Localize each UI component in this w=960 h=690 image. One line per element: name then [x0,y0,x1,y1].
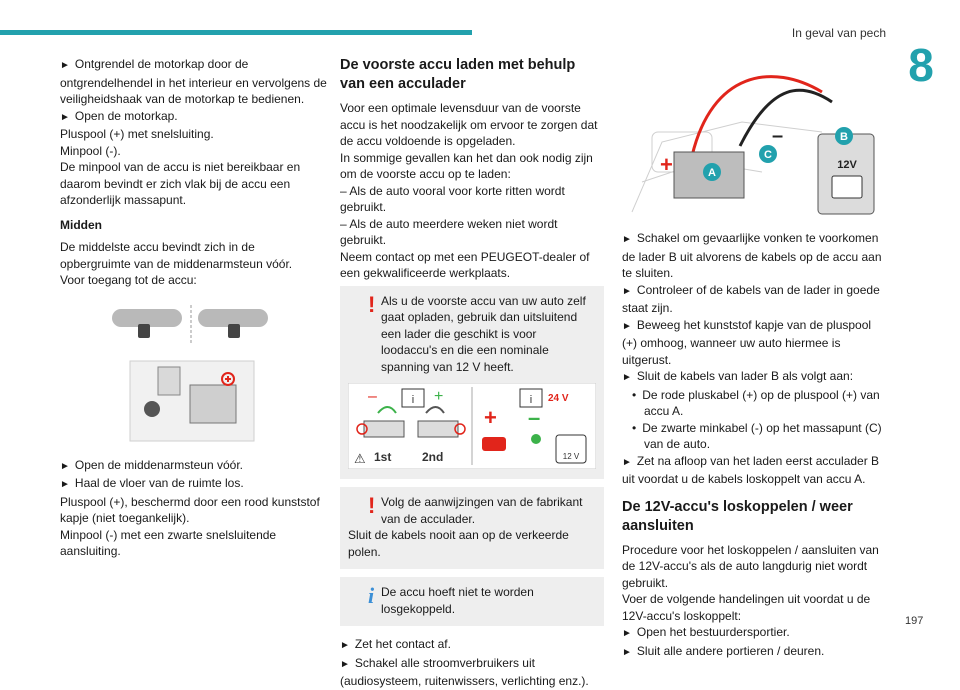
text-plus-pole: Pluspool (+) met snelsluiting. [60,127,214,141]
svg-text:i: i [411,394,415,406]
svg-text:–: – [528,405,541,430]
step-lift-cover: ► Beweeg het kunststof kapje van de pluspool (+) omhoog, wanneer uw auto hiermee is uitgerust. [622,317,888,369]
step-switch-off-consumers: ► Schakel alle stroomverbruikers uit (audiosysteem, ruitenwissers, verlichting enz.). [340,655,604,690]
header-accent-bar [0,30,472,35]
svg-text:–: – [772,125,784,147]
svg-text:1st: 1st [374,450,392,464]
step-open-driver-door: ► Open het bestuurdersportier. [622,624,888,643]
text-intro-cases: In sommige gevallen kan het dan ook nodig zijn om de voorste accu op te laden: [340,150,593,181]
step-check-cables: ► Controleer of de kabels van de lader in goede staat zijn. [622,282,888,317]
svg-text:⚠: ⚠ [354,451,366,466]
section-title: In geval van pech [791,26,886,40]
page-number: 197 [905,615,924,627]
svg-text:12 V: 12 V [562,452,580,461]
svg-text:+: + [484,405,497,430]
info-box-disconnect [340,577,604,626]
step-connect-cables: ► Sluit de kabels van lader B als volgt aan: [622,368,888,387]
text-plus-pole-protected: Pluspool (+), beschermd door een rood kunststof kapje (niet toegankelijk). [60,494,320,525]
column-left [60,56,328,560]
info-text-disconnect: De accu hoeft niet te worden losgekoppeld. [381,585,534,616]
svg-text:–: – [368,388,377,405]
warning-box-manufacturer [340,487,604,569]
text-procedure: Procedure voor het loskoppelen / aansluiten van de 12V-accu's als de auto langdurig niet wordt gebruikt. [622,542,879,590]
text-middle-battery: De middelste accu bevindt zich in de opbergruimte van de middenarmsteun vóór. [60,240,293,271]
step-open-hood: ► Open de motorkap. [60,108,328,127]
warning-box-charger [340,286,604,480]
warning-icon: ! [368,493,376,518]
step-finish-charging: ► Zet na afloop van het laden eerst acculader B uit voordat u de kabels loskoppelt van accu A. [622,453,888,488]
step-open-armrest: ► Open de middenarmsteun vóór. [60,457,328,476]
step-remove-floor: ► Haal de vloer van de ruimte los. [60,475,328,494]
svg-text:+: + [434,388,444,405]
warning-icon: ! [368,291,376,317]
engine-bay-charger-illustration [622,62,888,222]
info-icon: i [368,583,375,608]
svg-text:12V: 12V [837,159,857,171]
step-ignition-off: ► Zet het contact af. [340,636,604,655]
label-b: B [840,131,848,143]
warning-text-charger: Als u de voorste accu van uw auto zelf gaat opladen, gebruik dan uitsluitend een lader die geschikt is voor loodaccu's en die een nominale spanning van 12 V heeft. [381,293,586,374]
dash-item-unused: – Als de auto meerdere weken niet wordt gebruikt. [340,216,558,247]
step-switch-off-charger: ► Schakel om gevaarlijke vonken te voorkomen de lader B uit alvorens de kabels op de accu aan te sluiten. [622,230,888,282]
steering-wheel-left-icon [112,309,182,338]
connection-sublist [622,387,888,453]
text-access: Voor toegang tot de accu: [60,273,197,287]
charger-instructions-diagram [348,383,596,469]
steering-wheel-right-icon [198,309,268,338]
text-prerequisites: Voer de volgende handelingen uit voordat u de 12V-accu's loskoppelt: [622,592,871,623]
heading-charge-front-battery: De voorste accu laden met behulp van een acculader [340,57,576,92]
center-console-illustration [60,299,328,449]
heading-midden: Midden [60,217,102,232]
text-ground-point: De minpool van de accu is niet bereikbaar en daarom bevindt er zich vlak bij de accu een afzonderlijk massapunt. [60,160,301,207]
svg-text:2nd: 2nd [422,450,444,464]
center-armrest-battery-icon [130,361,254,441]
text-dealer: Neem contact op met een PEUGEOT-dealer of een gekwalificeerde werkplaats. [340,249,590,280]
column-right [622,56,888,661]
step-close-doors: ► Sluit alle andere portieren / deuren. [622,643,888,662]
text-intro-lifetime: Voor een optimale levensduur van de voorste accu is het noodzakelijk om ervoor te zorgen dat de accu voldoende is opgeladen. [340,101,598,148]
label-a: A [708,167,716,179]
column-middle [340,56,604,690]
dash-item-short-trips: – Als de auto vooral voor korte ritten wordt gebruikt. [340,183,565,214]
sublist-item-red: • De rode pluskabel (+) op de pluspool (+) van accu A. [632,387,888,420]
step-unlock-hood: ► Ontgrendel de motorkap door de ontgrendelhendel in het interieur en vervolgens de veiligheidshaak van de motorkap te bedienen. [60,56,328,108]
svg-text:i: i [529,394,533,406]
label-c: C [764,149,772,161]
warning-text-manufacturer: Volg de aanwijzingen van de fabrikant van de acculader. [381,495,583,526]
heading-disconnect-12v: De 12V-accu's loskoppelen / weer aansluiten [622,498,853,534]
chapter-number: 8 [908,39,934,91]
text-minus-pole-quick: Minpool (-) met een zwarte snelsluitende aansluiting. [60,527,277,558]
svg-text:+: + [660,152,673,177]
sublist-item-black: • De zwarte minkabel (-) op het massapunt (C) van de auto. [632,420,888,453]
svg-text:24 V: 24 V [548,393,569,404]
text-minus-pole: Minpool (-). [60,143,121,158]
warning-text-polarity: Sluit de kabels nooit aan op de verkeerde polen. [348,528,569,559]
charger-device-icon [818,134,874,214]
